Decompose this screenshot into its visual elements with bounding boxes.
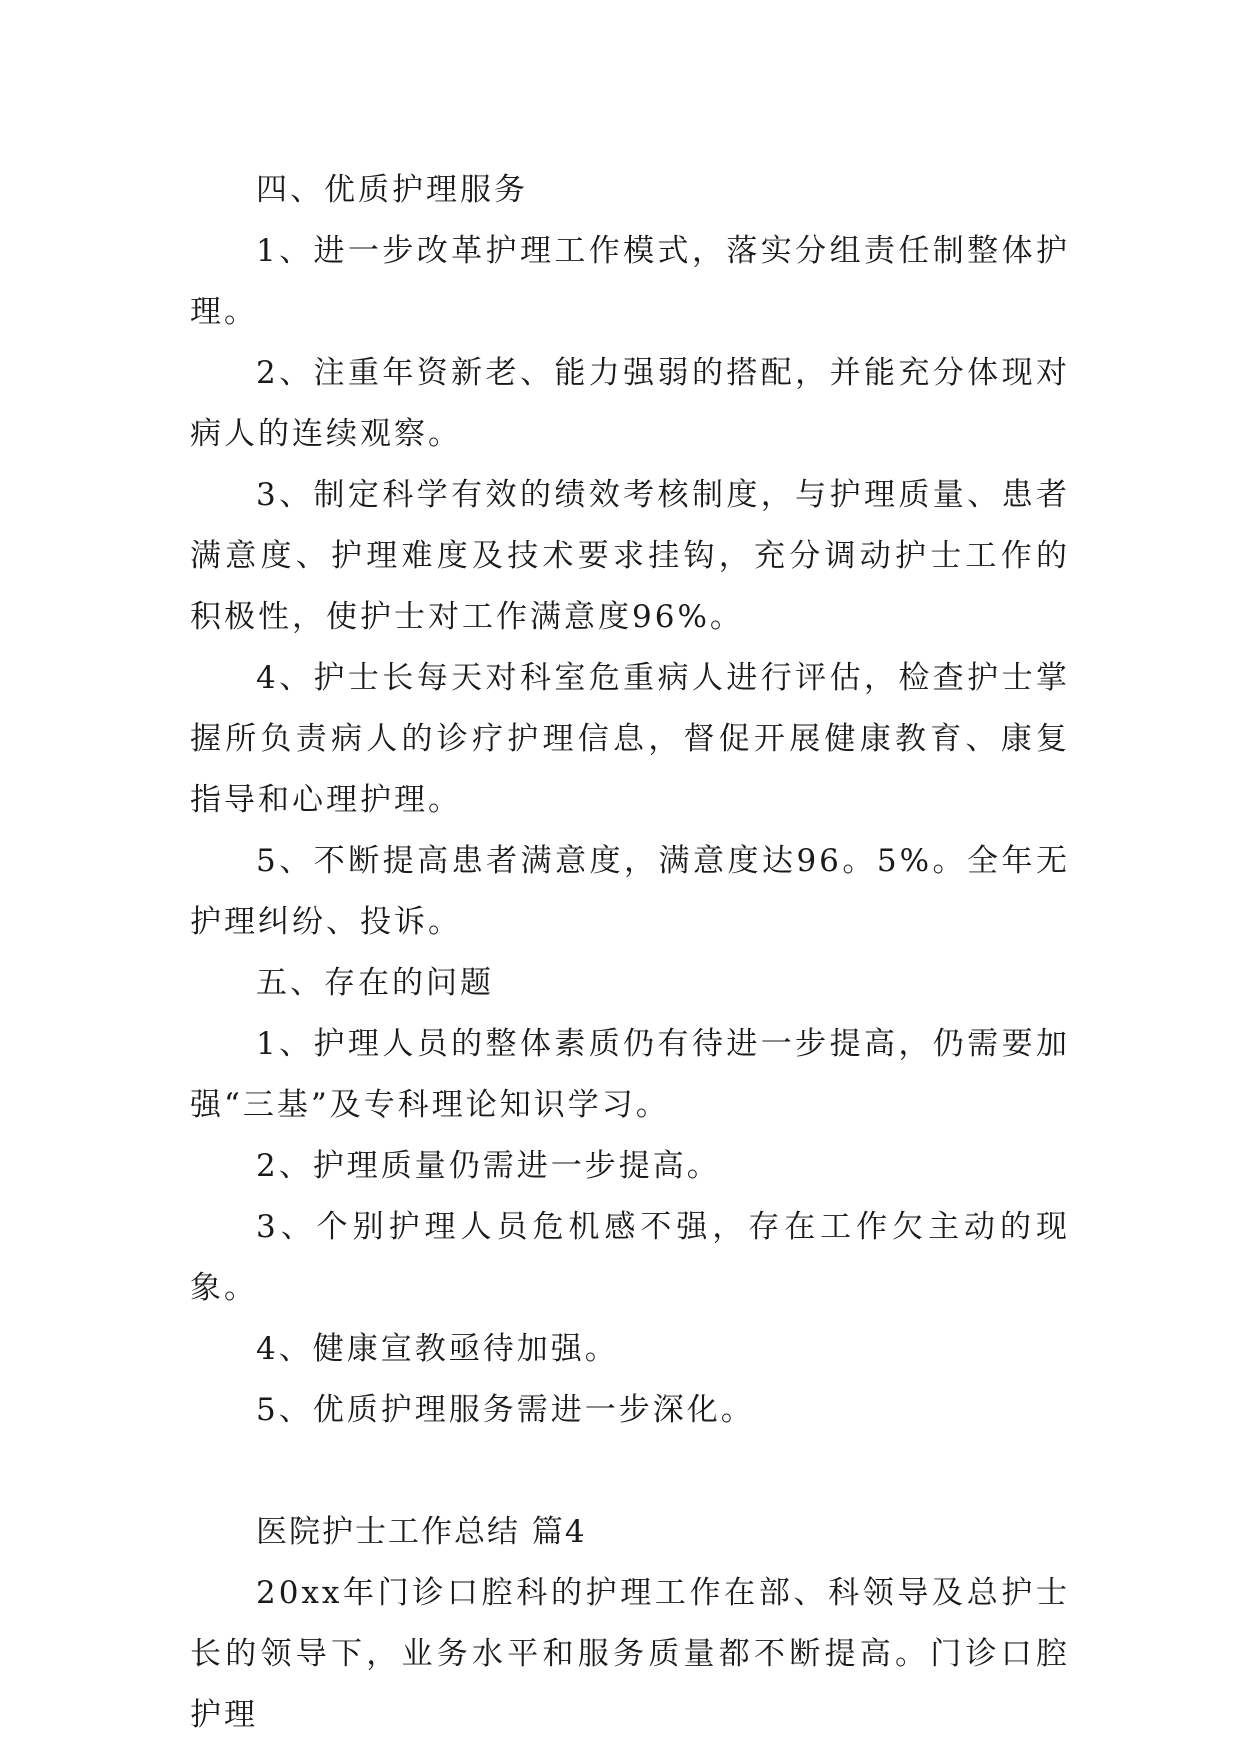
paragraph: 1、护理人员的整体素质仍有待进一步提高，仍需要加强“三基”及专科理论知识学习。 [190,1026,1070,1123]
paragraph: 4、护士长每天对科室危重病人进行评估，检查护士掌握所负责病人的诊疗护理信息，督促开展健康教育、康复指导和心理护理。 [190,660,1070,818]
paragraph-gap [190,1441,1070,1502]
paragraph: 3、制定科学有效的绩效考核制度，与护理质量、患者满意度、护理难度及技术要求挂钩，充分调动护士工作的积极性，使护士对工作满意度96%。 [190,477,1070,635]
paragraph: 1、进一步改革护理工作模式，落实分组责任制整体护理。 [190,233,1070,330]
paragraph: 2、护理质量仍需进一步提高。 [256,1148,721,1184]
paragraph: 5、不断提高患者满意度，满意度达96。5%。全年无护理纠纷、投诉。 [190,843,1070,940]
heading-quality-nursing: 四、优质护理服务 [256,172,528,208]
document-body [190,160,1070,1746]
paragraph: 3、个别护理人员危机感不强，存在工作欠主动的现象。 [190,1209,1070,1306]
paragraph: 2、注重年资新老、能力强弱的搭配，并能充分体现对病人的连续观察。 [190,355,1070,452]
paragraph: 5、优质护理服务需进一步深化。 [256,1392,755,1428]
section-title: 医院护士工作总结 篇4 [256,1514,587,1550]
paragraph: 4、健康宣教亟待加强。 [256,1331,619,1367]
paragraph: 20xx年门诊口腔科的护理工作在部、科领导及总护士长的领导下，业务水平和服务质量都不断提高。门诊口腔护理 [190,1575,1070,1733]
heading-existing-problems: 五、存在的问题 [256,965,494,1001]
